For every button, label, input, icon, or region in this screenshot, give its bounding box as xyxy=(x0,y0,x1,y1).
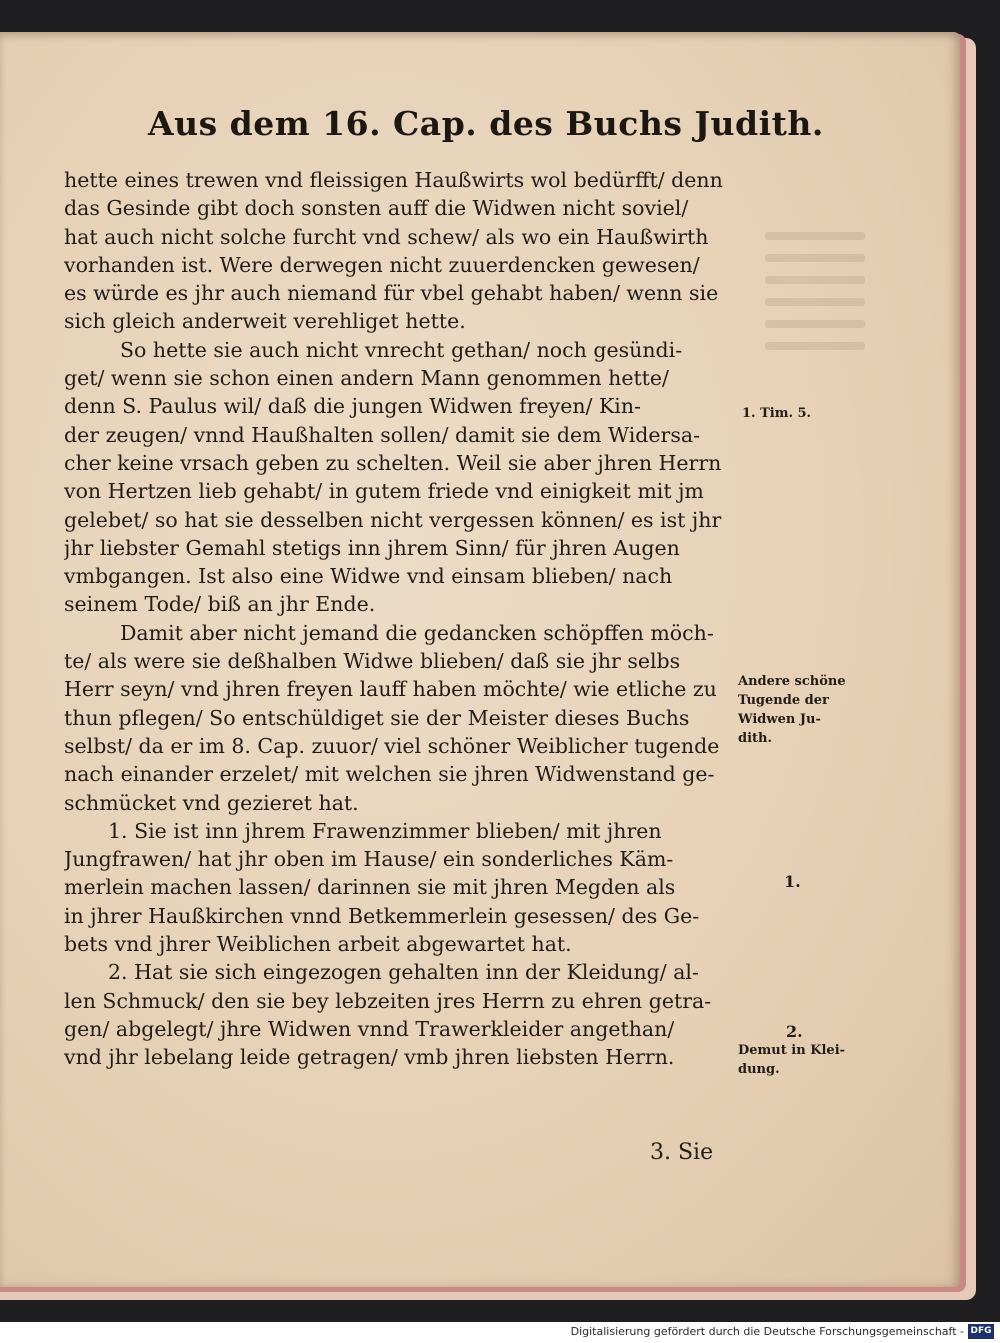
footer-bar xyxy=(0,1322,1000,1343)
margin-note-tim: 1. Tim. 5. xyxy=(742,406,812,421)
text-line: vnd jhr lebelang leide getragen/ vmb jhren liebsten Herrn. xyxy=(64,1045,675,1070)
margin-note-line: 2. xyxy=(786,1022,803,1041)
text-line: Herr seyn/ vnd jhren freyen lauff haben möchte/ wie etliche zu xyxy=(64,677,717,702)
margin-note-line: Tugende der xyxy=(738,693,829,708)
text-line: in jhrer Haußkirchen vnnd Betkemmerlein gesessen/ des Ge- xyxy=(64,903,700,928)
text-line: So hette sie auch nicht vnrecht gethan/ noch gesündi- xyxy=(120,337,683,362)
funding-notice: Digitalisierung gefördert durch die Deutsche Forschungsgemeinschaft - xyxy=(570,1325,964,1338)
margin-note-line: dung. xyxy=(738,1062,780,1077)
show-through-text xyxy=(765,232,865,372)
margin-note-tugende xyxy=(738,672,846,748)
text-line: te/ als were sie deßhalben Widwe blieben/ daß sie jhr selbs xyxy=(64,649,681,674)
text-line: Damit aber nicht jemand die gedancken schöpffen möch- xyxy=(120,620,714,645)
margin-note-line: Demut in Klei- xyxy=(738,1043,846,1058)
margin-note-line: dith. xyxy=(738,731,773,746)
text-line: vmbgangen. Ist also eine Widwe vnd einsam blieben/ nach xyxy=(64,564,673,589)
text-line: 1. Sie ist inn jhrem Frawenzimmer blieben/ mit jhren xyxy=(108,818,662,843)
text-line: thun pflegen/ So entschüldiget sie der Meister dieses Buchs xyxy=(64,705,690,730)
text-line: gen/ abgelegt/ jhre Widwen vnnd Trawerkleider angethan/ xyxy=(64,1016,675,1041)
margin-note-line: Widwen Ju- xyxy=(738,712,821,727)
text-line: get/ wenn sie schon einen andern Mann genommen hette/ xyxy=(64,366,669,391)
text-line: denn S. Paulus wil/ daß die jungen Widwen freyen/ Kin- xyxy=(64,394,641,419)
text-line: vorhanden ist. Were derwegen nicht zuuerdencken gewesen/ xyxy=(64,252,700,277)
text-line: selbst/ da er im 8. Cap. zuuor/ viel schöner Weiblicher tugende xyxy=(64,733,720,758)
margin-note-number-1: 1. xyxy=(784,872,801,891)
text-line: schmücket vnd gezieret hat. xyxy=(64,790,359,815)
body-text xyxy=(64,166,736,1072)
text-line: von Hertzen lieb gehabt/ in gutem friede vnd einigkeit mit jm xyxy=(64,479,704,504)
catchword: 3. Sie xyxy=(650,1140,714,1165)
text-line: es würde es jhr auch niemand für vbel gehabt haben/ wenn sie xyxy=(64,281,719,306)
text-line: len Schmuck/ den sie bey lebzeiten jres Herrn zu ehren getra- xyxy=(64,988,712,1013)
running-head: Aus dem 16. Cap. des Buchs Judith. xyxy=(148,104,824,143)
text-line: 2. Hat sie sich eingezogen gehalten inn der Kleidung/ al- xyxy=(108,960,699,985)
text-line: cher keine vrsach geben zu schelten. Weil sie aber jhren Herrn xyxy=(64,450,722,475)
text-line: hat auch nicht solche furcht vnd schew/ als wo ein Haußwirth xyxy=(64,224,709,249)
text-line: seinem Tode/ biß an jhr Ende. xyxy=(64,592,376,617)
text-line: das Gesinde gibt doch sonsten auff die Widwen nicht soviel/ xyxy=(64,196,689,221)
margin-note-demut xyxy=(738,1022,845,1079)
text-line: nach einander erzelet/ mit welchen sie jhren Widwenstand ge- xyxy=(64,762,715,787)
text-line: bets vnd jhrer Weiblichen arbeit abgewartet hat. xyxy=(64,932,572,957)
text-line: jhr liebster Gemahl stetigs inn jhrem Sinn/ für jhren Augen xyxy=(64,535,680,560)
margin-note-line: Andere schöne xyxy=(738,674,846,689)
text-line: sich gleich anderweit verehliget hette. xyxy=(64,309,466,334)
text-line: der zeugen/ vnnd Haußhalten sollen/ damit sie dem Widersa- xyxy=(64,422,701,447)
text-line: gelebet/ so hat sie desselben nicht vergessen können/ es ist jhr xyxy=(64,507,722,532)
text-line: merlein machen lassen/ darinnen sie mit jhren Megden als xyxy=(64,875,676,900)
text-line: hette eines trewen vnd fleissigen Haußwirts wol bedürfft/ denn xyxy=(64,168,723,192)
text-line: Jungfrawen/ hat jhr oben im Hause/ ein sonderliches Käm- xyxy=(64,847,674,872)
dfg-logo: DFG xyxy=(968,1324,994,1339)
